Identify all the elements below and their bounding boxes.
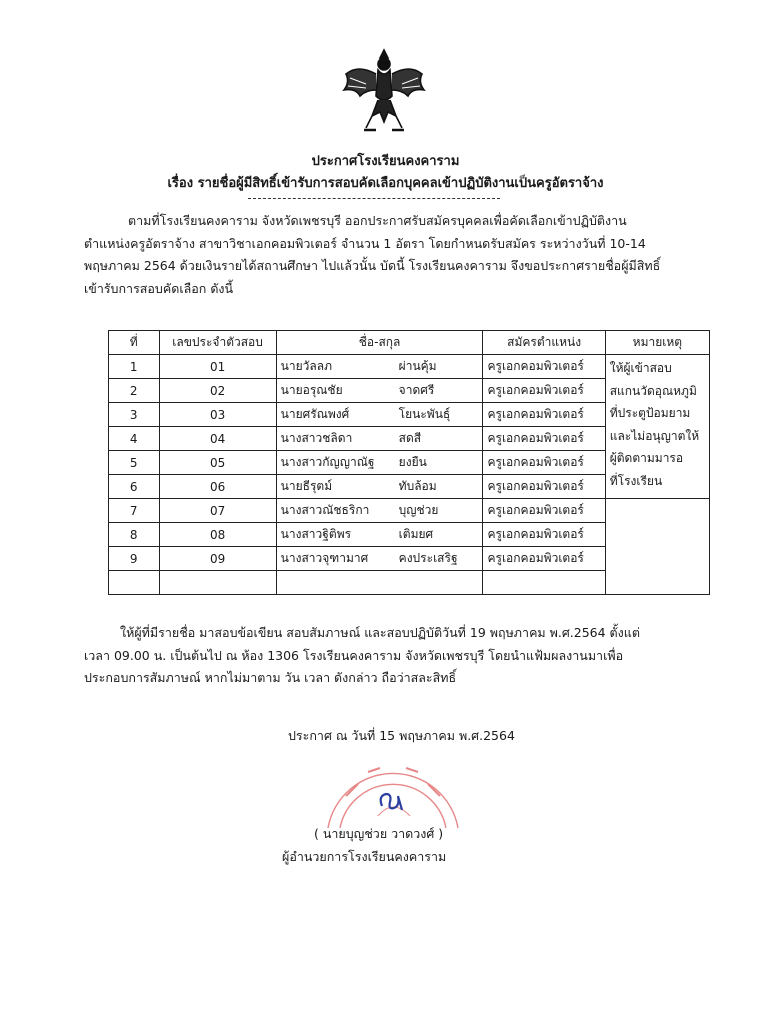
row-name bbox=[276, 499, 483, 523]
signer-position: ผู้อำนวยการโรงเรียนคงคาราม bbox=[282, 849, 447, 864]
row-no: 4 bbox=[109, 427, 160, 451]
last-name: จาดศรี bbox=[398, 383, 435, 397]
row-name bbox=[276, 355, 483, 379]
row-no: 8 bbox=[109, 523, 160, 547]
row-position: ครูเอกคอมพิวเตอร์ bbox=[483, 403, 605, 427]
row-exam-id: 04 bbox=[159, 427, 276, 451]
intro-line: พฤษภาคม 2564 ด้วยเงินรายได้สถานศึกษา ไปแล้วนั้น บัดนี้ โรงเรียนคงคาราม จึงขอประกาศรายชื่อผู้มีสิทธิ์ bbox=[84, 258, 661, 273]
column-header-no: ที่ bbox=[109, 331, 160, 355]
first-name: นายศรัณพงศ์ bbox=[280, 407, 350, 421]
last-name: ผ่านคุ้ม bbox=[398, 359, 437, 373]
table-row bbox=[109, 499, 710, 523]
intro-paragraph bbox=[84, 210, 684, 300]
first-name: นายวัลลภ bbox=[280, 359, 332, 373]
row-name bbox=[276, 547, 483, 571]
remark-line: สแกนวัดอุณหภูมิ bbox=[609, 383, 697, 398]
announcement-date: ประกาศ ณ วันที่ 15 พฤษภาคม พ.ศ.2564 bbox=[288, 728, 515, 743]
row-position: ครูเอกคอมพิวเตอร์ bbox=[483, 523, 605, 547]
row-name bbox=[276, 379, 483, 403]
row-no: 5 bbox=[109, 451, 160, 475]
row-name bbox=[276, 403, 483, 427]
announcement-title: ประกาศโรงเรียนคงคาราม bbox=[311, 154, 460, 169]
first-name: นายอรุณชัย bbox=[280, 383, 343, 397]
remark-cell-empty bbox=[605, 499, 709, 595]
first-name: นางสาวจุฑามาศ bbox=[280, 551, 369, 565]
row-position: ครูเอกคอมพิวเตอร์ bbox=[483, 547, 605, 571]
first-name: นายธีรุตม์ bbox=[280, 479, 333, 493]
row-name bbox=[276, 523, 483, 547]
signer-name: ( นายบุญช่วย วาดวงศ์ ) bbox=[314, 826, 444, 841]
row-no: 6 bbox=[109, 475, 160, 499]
last-name: ทับล้อม bbox=[398, 479, 437, 493]
row-name bbox=[276, 475, 483, 499]
row-position: ครูเอกคอมพิวเตอร์ bbox=[483, 499, 605, 523]
last-name: บุญช่วย bbox=[398, 503, 439, 517]
row-name bbox=[276, 427, 483, 451]
instructions-paragraph bbox=[84, 622, 694, 690]
table-row bbox=[109, 355, 710, 379]
first-name: นางสาวฐิติพร bbox=[280, 527, 352, 541]
remark-line: ที่โรงเรียน bbox=[609, 473, 663, 488]
first-name: นางสาวกัญญาณัฐ bbox=[280, 455, 375, 469]
last-name: เติมยศ bbox=[398, 527, 434, 541]
first-name: นางสาวชลิดา bbox=[280, 431, 353, 445]
row-exam-id: 06 bbox=[159, 475, 276, 499]
intro-line: เข้ารับการสอบคัดเลือก ดังนี้ bbox=[84, 280, 234, 296]
table-header-row bbox=[109, 331, 710, 355]
intro-line: ตำแหน่งครูอัตราจ้าง สาขาวิชาเอกคอมพิวเตอร์ จำนวน 1 อัตรา โดยกำหนดรับสมัคร ระหว่างวันที่ 10-14 bbox=[84, 235, 646, 251]
last-name: คงประเสริฐ bbox=[398, 551, 458, 565]
row-name bbox=[276, 451, 483, 475]
row-no: 2 bbox=[109, 379, 160, 403]
candidate-table bbox=[108, 330, 710, 595]
row-exam-id: 05 bbox=[159, 451, 276, 475]
row-exam-id: 07 bbox=[159, 499, 276, 523]
garuda-emblem-icon bbox=[336, 44, 432, 140]
row-exam-id: 09 bbox=[159, 547, 276, 571]
remark-line: และไม่อนุญาตให้ bbox=[609, 428, 700, 443]
last-name: ยงยืน bbox=[398, 455, 427, 469]
last-name: โยนะพันธุ์ bbox=[398, 407, 451, 421]
row-position: ครูเอกคอมพิวเตอร์ bbox=[483, 379, 605, 403]
row-no bbox=[109, 571, 160, 595]
remark-line: ที่ประตูป้อมยาม bbox=[609, 406, 691, 420]
row-position: ครูเอกคอมพิวเตอร์ bbox=[483, 355, 605, 379]
row-position: ครูเอกคอมพิวเตอร์ bbox=[483, 451, 605, 475]
row-position: ครูเอกคอมพิวเตอร์ bbox=[483, 475, 605, 499]
column-header-name: ชื่อ-สกุล bbox=[276, 331, 483, 355]
instructions-line: ประกอบการสัมภาษณ์ หากไม่มาตาม วัน เวลา ดังกล่าว ถือว่าสละสิทธิ์ bbox=[84, 670, 457, 685]
announcement-subject: เรื่อง รายชื่อผู้มีสิทธิ์เข้ารับการสอบคัดเลือกบุคคลเข้าปฏิบัติงานเป็นครูอัตราจ้าง bbox=[167, 176, 604, 191]
column-header-remark: หมายเหตุ bbox=[605, 331, 709, 355]
instructions-line: ให้ผู้ที่มีรายชื่อ มาสอบข้อเขียน สอบสัมภาษณ์ และสอบปฏิบัติวันที่ 19 พฤษภาคม พ.ศ.2564 ตั้งแต่ bbox=[120, 625, 640, 640]
row-exam-id: 02 bbox=[159, 379, 276, 403]
first-name: นางสาวณัชธริกา bbox=[280, 503, 370, 517]
row-name bbox=[276, 571, 483, 595]
row-position: ครูเอกคอมพิวเตอร์ bbox=[483, 427, 605, 451]
remark-cell bbox=[605, 355, 709, 499]
intro-line: ตามที่โรงเรียนคงคาราม จังหวัดเพชรบุรี ออกประกาศรับสมัครบุคคลเพื่อคัดเลือกเข้าปฏิบัติงาน bbox=[128, 213, 627, 228]
row-exam-id: 01 bbox=[159, 355, 276, 379]
row-no: 7 bbox=[109, 499, 160, 523]
column-header-position: สมัครตำแหน่ง bbox=[483, 331, 605, 355]
row-exam-id: 08 bbox=[159, 523, 276, 547]
row-no: 9 bbox=[109, 547, 160, 571]
last-name: สดสี bbox=[398, 431, 422, 445]
instructions-line: เวลา 09.00 น. เป็นต้นไป ณ ห้อง 1306 โรงเรียนคงคาราม จังหวัดเพชรบุรี โดยนำแฟ้มผลงานมาเพื่อ bbox=[84, 647, 624, 663]
remark-line: ผู้ติดตามมารอ bbox=[609, 451, 684, 465]
row-no: 3 bbox=[109, 403, 160, 427]
row-exam-id bbox=[159, 571, 276, 595]
row-no: 1 bbox=[109, 355, 160, 379]
remark-line: ให้ผู้เข้าสอบ bbox=[609, 361, 672, 375]
row-exam-id: 03 bbox=[159, 403, 276, 427]
column-header-exam-id: เลขประจำตัวสอบ bbox=[159, 331, 276, 355]
divider-line bbox=[248, 198, 500, 199]
row-position bbox=[483, 571, 605, 595]
